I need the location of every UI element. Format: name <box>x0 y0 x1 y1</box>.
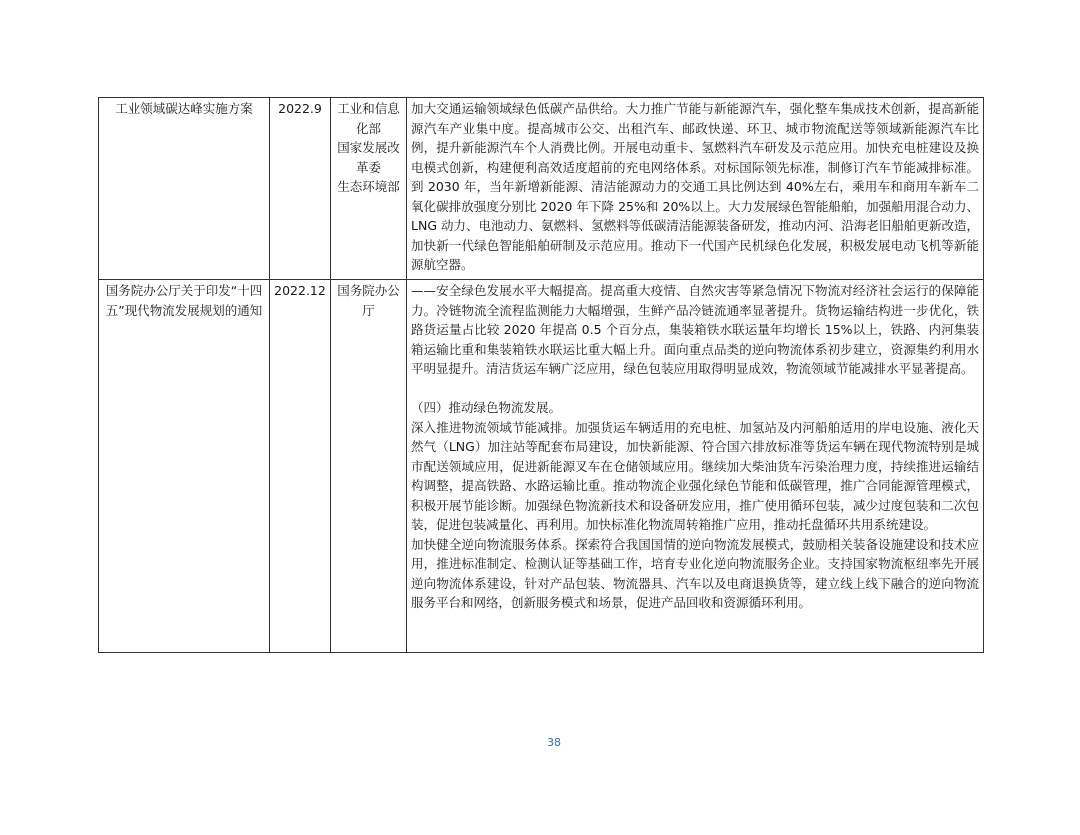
table-row <box>99 280 984 653</box>
content-paragraph: ——安全绿色发展水平大幅提高。提高重大疫情、自然灾害等紧急情况下物流对经济社会运行的保障能力。冷链物流全流程监测能力大幅增强，生鲜产品冷链流通率显著提升。货物运输结构进一步优化，铁路货运量占比较 2020 年提高 0.5 个百分点，集装箱铁水联运量年均增长 15%以上，铁路、内河集装箱运输比重和集装箱铁水联运比重大幅上升。面向重点品类的逆向物流体系初步建立，资源集约利用水平明显提升。清洁货运车辆广泛应用，绿色包装应用取得明显成效，物流领域节能减排水平显著提高。 <box>411 283 979 376</box>
policy-name: 工业领域碳达峰实施方案 <box>115 101 253 116</box>
content-paragraph: 深入推进物流领域节能减排。加强货运车辆适用的充电桩、加氢站及内河船舶适用的岸电设施、液化天然气（LNG）加注站等配套布局建设，加快新能源、符合国六排放标准等货运车辆在现代物流特别是城市配送领域应用，促进新能源叉车在仓储领域应用。继续加大柴油货车污染治理力度，持续推进运输结构调整，提高铁路、水路运输比重。推动物流企业强化绿色节能和低碳管理，推广合同能源管理模式，积极开展节能诊断。加强绿色物流新技术和设备研发应用，推广使用循环包装，减少过度包装和二次包装，促进包装减量化、再利用。加快标准化物流周转箱推广应用，推动托盘循环共用系统建设。 <box>411 419 979 532</box>
paragraph-spacer <box>411 379 979 399</box>
section-heading: （四）推动绿色物流发展。 <box>411 400 562 415</box>
content-paragraph: 加快健全逆向物流服务体系。探索符合我国国情的逆向物流发展模式，鼓励相关装备设施建设和技术应用，推进标准制定、检测认证等基础工作，培育专业化逆向物流服务企业。支持国家物流枢纽率先开展逆向物流体系建设，针对产品包装、物流器具、汽车以及电商退换货等，建立线上线下融合的逆向物流服务平台和网络，创新服务模式和场景，促进产品回收和资源循环利用。 <box>411 536 979 610</box>
policy-department-cell <box>331 98 407 280</box>
policy-name-cell <box>99 280 270 653</box>
department-name: 国家发展改革委 <box>337 140 400 175</box>
department-name: 国务院办公厅 <box>337 283 400 318</box>
policy-name: 国务院办公厅关于印发“十四五”现代物流发展规划的通知 <box>105 283 263 318</box>
policy-name-cell <box>99 98 270 280</box>
table-row <box>99 98 984 280</box>
content-paragraph: 加大交通运输领域绿色低碳产品供给。大力推广节能与新能源汽车，强化整车集成技术创新，提高新能源汽车产业集中度。提高城市公交、出租汽车、邮政快递、环卫、城市物流配送等领域新能源汽车比例，提升新能源汽车个人消费比例。开展电动重卡、氢燃料汽车研发及示范应用。加快充电桩建设及换电模式创新，构建便利高效适度超前的充电网络体系。对标国际领先标准，制修订汽车节能减排标准。到 2030 年，当年新增新能源、清洁能源动力的交通工具比例达到 40%左右，乘用车和商用车新车二氧化碳排放强度分别比 2020 年下降 25%和 20%以上。大力发展绿色智能船舶，加强船用混合动力、LNG 动力、电池动力、氨燃料、氢燃料等低碳清洁能源装备研发，推动内河、沿海老旧船舶更新改造，加快新一代绿色智能船舶研制及示范应用。推动下一代国产民机绿色化发展，积极发展电动飞机等新能源航空器。 <box>411 101 979 272</box>
policy-content-cell <box>407 98 984 280</box>
policy-date: 2022.9 <box>278 101 322 116</box>
policy-date-cell <box>270 280 331 653</box>
department-name: 生态环境部 <box>337 179 400 194</box>
policy-table <box>98 97 984 653</box>
policy-date-cell <box>270 98 331 280</box>
policy-date: 2022.12 <box>274 283 326 298</box>
department-name: 工业和信息化部 <box>337 101 400 136</box>
policy-department-cell <box>331 280 407 653</box>
policy-content-cell <box>407 280 984 653</box>
page-number: 38 <box>547 736 561 749</box>
